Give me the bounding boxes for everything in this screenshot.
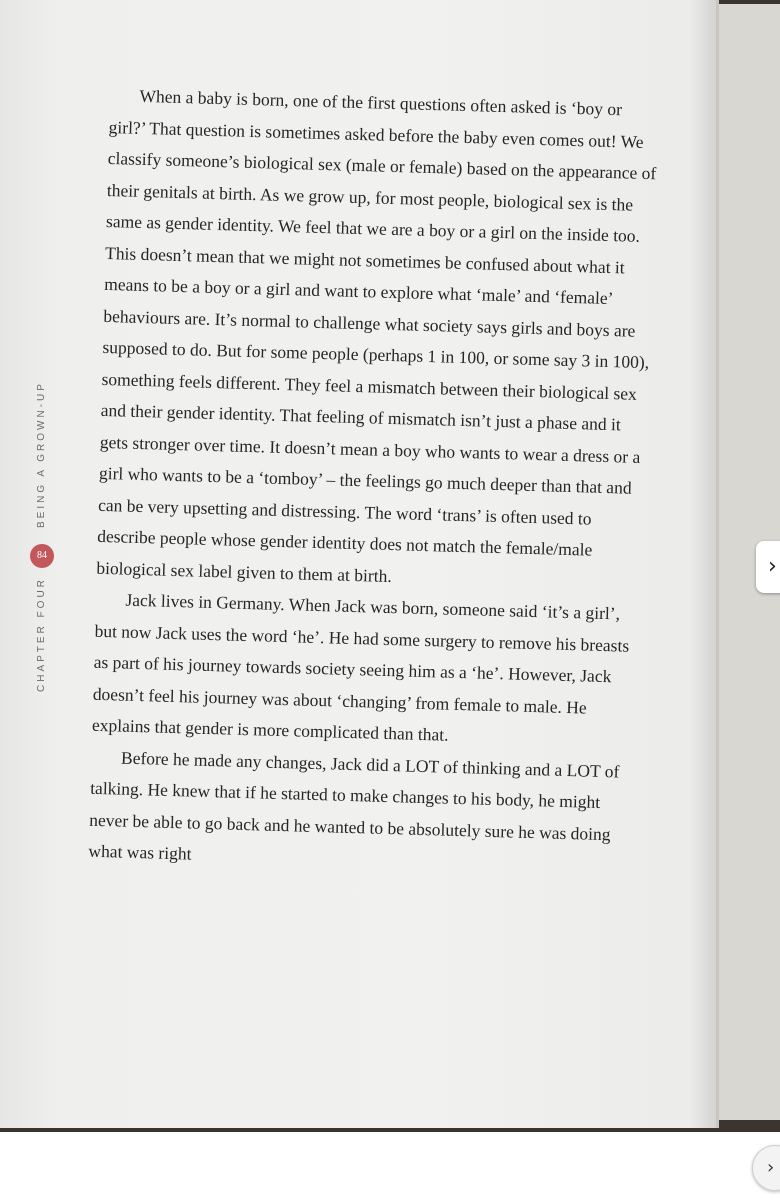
next-image-side-button[interactable] xyxy=(756,541,780,593)
paragraph-2: Jack lives in Germany. When Jack was born, someone said ‘it’s a girl’, but now Jack uses the word ‘he’. He had some surgery to remove his breasts as part of his journey towards society seeing him as a ‘he’. However, Jack doesn’t feel his journey was about ‘changing’ from female to male. He explains that gender is more complicated than that. xyxy=(91,589,630,745)
next-image-bottom-button[interactable] xyxy=(752,1145,780,1191)
running-head-chapter: CHAPTER FOUR xyxy=(36,577,47,692)
paragraph-1: When a baby is born, one of the first questions often asked is ‘boy or girl?’ That question is sometimes asked before the baby even comes out! We classify someone’s biological sex (male or female) based on the appearance of their genitals at birth. As we grow up, for most people, biological sex is the same as gender identity. We feel that we are a boy or a girl on the inside too. This doesn’t mean that we might not sometimes be confused about what it means to be a boy or a girl and want to explore what ‘male’ and ‘female’ behaviours are. It’s normal to challenge what society says girls and boys are supposed to do. But for some people (perhaps 1 in 100, or some say 3 in 100), something feels different. They feel a mismatch between their biological sex and their gender identity. That feeling of mismatch isn’t just a phase and it gets stronger over time. It doesn’t mean a boy who wants to wear a dress or a girl who wants to be a ‘tomboy’ – the feelings go much deeper than that and can be very upsetting and distressing. The word ‘trans’ is often used to describe people whose gender identity does not match the female/male biological sex label given to them at birth. xyxy=(96,85,657,586)
chevron-right-icon: › xyxy=(767,1157,775,1178)
body-text xyxy=(88,80,660,883)
running-head-title: BEING A GROWN-UP xyxy=(36,381,47,528)
page-gutter-shadow xyxy=(690,0,716,1128)
paragraph-3: Before he made any changes, Jack did a LOT of thinking and a LOT of talking. He knew that if he started to make changes to his body, he might never be able to go back and he wanted to be absolutely sure he was doing what was right xyxy=(88,747,620,864)
chevron-right-icon: › xyxy=(768,554,777,579)
page-number-badge: 84 xyxy=(30,544,54,568)
